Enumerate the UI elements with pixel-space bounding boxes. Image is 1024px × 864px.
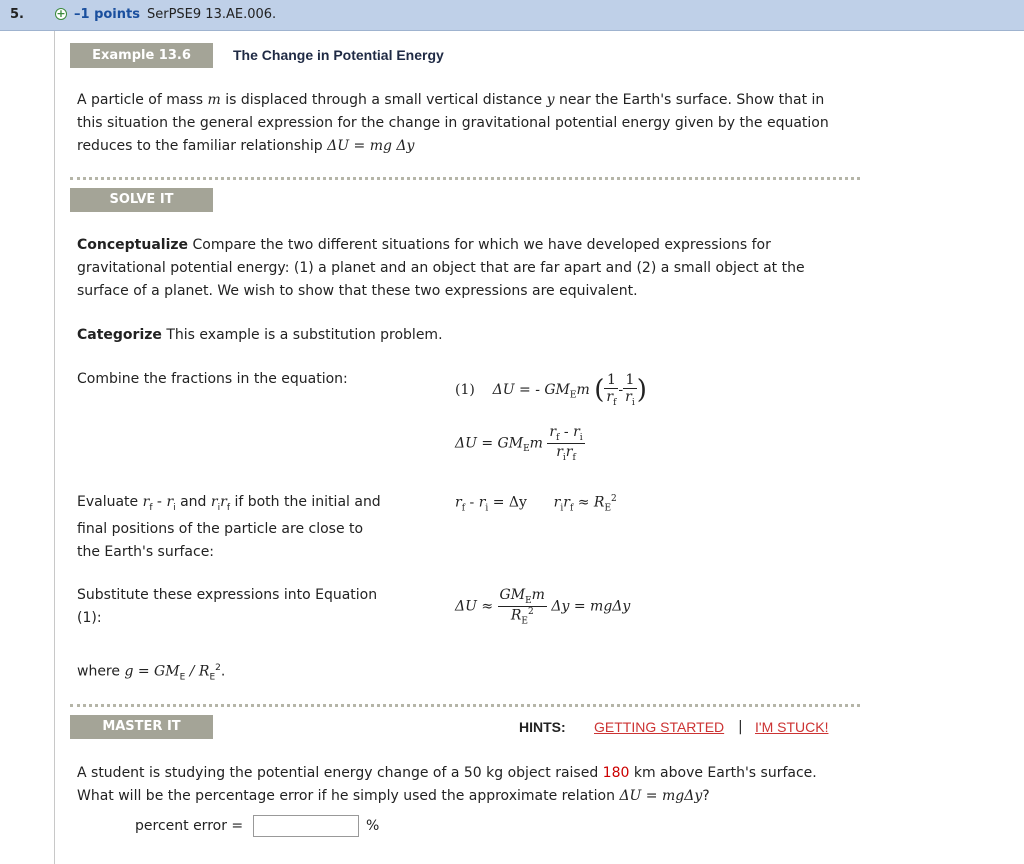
eq3-approx: ≈ R bbox=[577, 494, 605, 511]
hint-separator: | bbox=[738, 719, 743, 735]
master-question-line-1 bbox=[77, 762, 817, 785]
evaluate-line-2: final positions of the particle are close to bbox=[77, 521, 364, 537]
intro-equation: ΔU = mg Δy bbox=[327, 138, 415, 154]
frac-1-ri: $\frac{1}{r_i}$ bbox=[625, 372, 635, 408]
where-text: where bbox=[77, 663, 125, 680]
question-equation: ΔU = mgΔy bbox=[619, 788, 703, 804]
percent-error-input[interactable] bbox=[253, 815, 359, 837]
hints-label: HINTS: bbox=[519, 719, 566, 735]
eq4-lhs: ΔU ≈ bbox=[455, 598, 494, 615]
intro-text: A particle of mass bbox=[77, 92, 208, 108]
substitute-line-1: Substitute these expressions into Equation bbox=[77, 587, 378, 603]
dotted-divider bbox=[70, 704, 860, 707]
master-question-line-2: What will be the percentage error if he simply used the approximate relation ΔU = mgΔy? bbox=[77, 788, 710, 804]
question-header bbox=[0, 0, 1024, 31]
evaluate-text: and bbox=[175, 494, 211, 510]
height-value: 180 bbox=[602, 765, 630, 781]
evaluate-text: if both the initial and bbox=[230, 494, 381, 510]
points-label: –1 points bbox=[74, 7, 140, 22]
conceptualize-text: Compare the two different situations for which we have developed expressions for bbox=[188, 237, 771, 253]
eq1-lhs: ΔU = - GM bbox=[492, 381, 570, 398]
equation-1: (1) ΔU = - $GM_Em$ ( $\frac{1}{r_f}$ - $\frac{1}{r_i}$ ) bbox=[455, 372, 647, 408]
intro-text: reduces to the familiar relationship bbox=[77, 138, 328, 154]
categorize-heading: Categorize bbox=[77, 327, 162, 343]
evaluate-text: Evaluate bbox=[77, 494, 143, 510]
eq2-lhs: ΔU = GM bbox=[455, 435, 524, 452]
question-text: A student is studying the potential energy change of a 50 kg object raised bbox=[77, 765, 603, 781]
example-label: Example 13.6 bbox=[70, 43, 213, 68]
master-it-label: MASTER IT bbox=[70, 715, 213, 739]
conceptualize-heading: Conceptualize bbox=[77, 237, 189, 253]
percent-unit: % bbox=[366, 818, 380, 834]
equation-number: (1) bbox=[455, 381, 475, 398]
eq4-fraction: $\frac{GM_Em}{R_E^2}$ bbox=[499, 587, 545, 627]
solve-it-label: SOLVE IT bbox=[70, 188, 213, 212]
evaluate-line-3: the Earth's surface: bbox=[77, 544, 215, 560]
eq3-delta-y: = Δy bbox=[492, 494, 527, 511]
problem-id: SerPSE9 13.AE.006. bbox=[147, 7, 277, 22]
equation-2: $\Delta U = GM_Em$ $\frac{r_f - r_i}{r_ir_f}$ bbox=[455, 424, 583, 463]
left-border bbox=[54, 31, 55, 864]
categorize-text: This example is a substitution problem. bbox=[161, 327, 443, 343]
intro-text: is displaced through a small vertical distance bbox=[220, 92, 547, 108]
frac-1-rf: $\frac{1}{r_f}$ bbox=[606, 372, 617, 408]
question-text: What will be the percentage error if he simply used the approximate relation bbox=[77, 788, 620, 804]
im-stuck-link[interactable]: I'M STUCK! bbox=[755, 719, 829, 735]
conceptualize-line-1 bbox=[77, 234, 771, 257]
eq4-rhs: Δy = mgΔy bbox=[551, 598, 631, 615]
conceptualize-line-3: surface of a planet. We wish to show that these two expressions are equivalent. bbox=[77, 283, 638, 299]
var-m: m bbox=[207, 92, 221, 108]
evaluate-line-1: Evaluate $r_f - r_i$ and $r_ir_f$ if both the initial and bbox=[77, 494, 381, 513]
eq1-mass: m bbox=[576, 381, 590, 398]
eq2-fraction: $\frac{r_f - r_i}{r_ir_f}$ bbox=[549, 424, 583, 463]
getting-started-link[interactable]: GETTING STARTED bbox=[594, 719, 725, 735]
var-y: y bbox=[546, 92, 555, 108]
intro-line-3 bbox=[77, 135, 414, 158]
substitute-line-2: (1): bbox=[77, 610, 102, 626]
categorize-line bbox=[77, 324, 443, 347]
intro-line-2: this situation the general expression for the change in gravitational potential energy given by the equation bbox=[77, 115, 829, 131]
conceptualize-line-2: gravitational potential energy: (1) a planet and an object that are far apart and (2) a small object at the bbox=[77, 260, 805, 276]
dotted-divider bbox=[70, 177, 860, 180]
question-number: 5. bbox=[10, 7, 24, 22]
equation-3: $r_f - r_i = \Delta y$ $r_ir_f \approx R_E^2$ bbox=[455, 494, 617, 514]
intro-line-1 bbox=[77, 89, 824, 112]
question-text: km above Earth's surface. bbox=[629, 765, 817, 781]
equation-4 bbox=[455, 587, 630, 626]
percent-error-label: percent error = bbox=[135, 818, 244, 834]
intro-text: near the Earth's surface. Show that in bbox=[554, 92, 825, 108]
combine-text: Combine the fractions in the equation: bbox=[77, 371, 348, 387]
expand-plus-icon[interactable]: + bbox=[56, 7, 66, 20]
where-r: / R bbox=[185, 663, 210, 680]
where-g: g = GM bbox=[124, 663, 180, 680]
example-title: The Change in Potential Energy bbox=[233, 47, 444, 63]
where-line: where $g = GM_E / R_E^2$. bbox=[77, 663, 226, 683]
